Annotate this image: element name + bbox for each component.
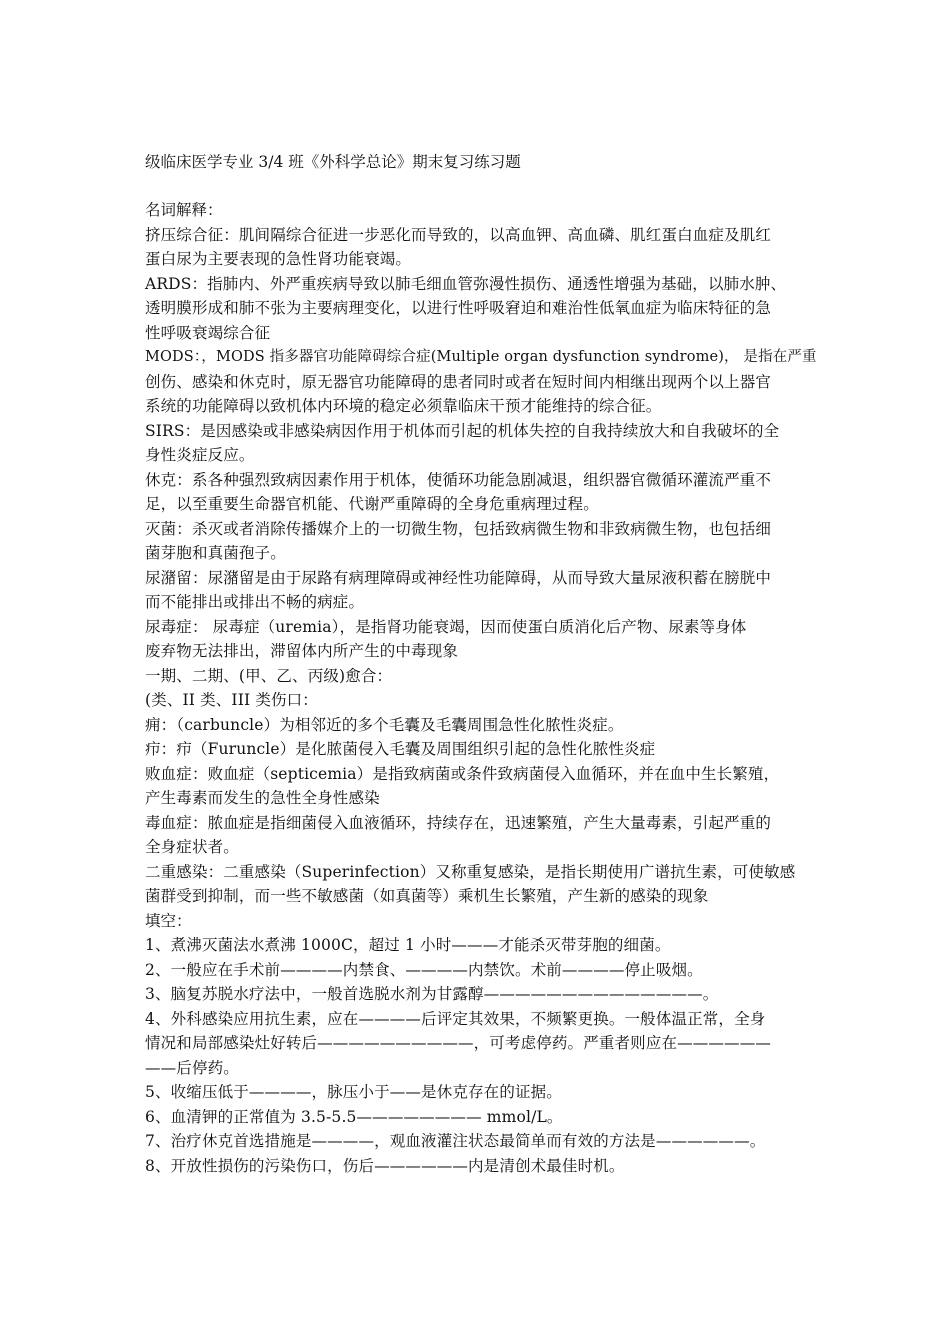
text-line: 性呼吸衰竭综合征 bbox=[145, 323, 271, 342]
text-line: 痈：（carbuncle）为相邻近的多个毛囊及毛囊周围急性化脓性炎症。 bbox=[145, 715, 624, 734]
text-line: 灭菌：杀灭或者消除传播媒介上的一切微生物，包括致病微生物和非致病微生物，也包括细 bbox=[145, 519, 772, 538]
fill-line: 1、煮沸灭菌法水煮沸 1000C，超过 1 小时———才能杀灭带芽胞的细菌。 bbox=[145, 936, 671, 954]
text-line: 尿毒症： 尿毒症（uremia），是指肾功能衰竭，因而使蛋白质消化后产物、尿素等身体 bbox=[145, 617, 747, 636]
text-line: 菌芽胞和真菌孢子。 bbox=[145, 544, 286, 562]
document-page bbox=[145, 150, 820, 1178]
text-line: MODS：，MODS 指多器官功能障碍综合症(Multiple organ dysfunction syndrome)， 是指在严重 bbox=[145, 349, 817, 365]
text-line: 休克：系各种强烈致病因素作用于机体，使循环功能急剧减退，组织器官微循环灌流严重不 bbox=[145, 470, 772, 489]
text-line: 创伤、感染和休克时，原无器官功能障碍的患者同时或者在短时间内相继出现两个以上器官 bbox=[145, 372, 772, 391]
text-line: 而不能排出或排出不畅的病症。 bbox=[145, 593, 365, 611]
text-line: 败血症：败血症（septicemia）是指致病菌或条件致病菌侵入血循环，并在血中生长繁殖， bbox=[145, 764, 780, 783]
fill-line: 情况和局部感染灶好转后——————————，可考虑停药。严重者则应在—————— bbox=[145, 1034, 772, 1052]
text-line: 蛋白尿为主要表现的急性肾功能衰竭。 bbox=[145, 250, 412, 268]
text-line: 身性炎症反应。 bbox=[145, 446, 255, 464]
text-line: 产生毒素而发生的急性全身性感染 bbox=[145, 789, 380, 807]
text-line: ARDS：指肺内、外严重疾病导致以肺毛细血管弥漫性损伤、通透性增强为基础，以肺水肿、 bbox=[145, 274, 787, 293]
fill-line: 4、外科感染应用抗生素，应在————后评定其效果，不频繁更换。一般体温正常，全身 bbox=[145, 1009, 766, 1028]
fill-line: 8、开放性损伤的污染伤口，伤后——————内是清创术最佳时机。 bbox=[145, 1156, 625, 1175]
text-line: 系统的功能障碍以致机体内环境的稳定必须靠临床干预才能维持的综合征。 bbox=[145, 397, 662, 415]
fill-line: 5、收缩压低于————，脉压小于——是休克存在的证据。 bbox=[145, 1083, 562, 1101]
text-line: 足，以至重要生命器官机能、代谢严重障碍的全身危重病理过程。 bbox=[145, 495, 599, 513]
fill-line: 2、一般应在手术前————内禁食、————内禁饮。术前————停止吸烟。 bbox=[145, 960, 703, 979]
fill-line: 6、血清钾的正常值为 3.5-5.5———————— mmol/L。 bbox=[145, 1107, 563, 1126]
section-heading-fill: 填空： bbox=[145, 911, 192, 930]
text-line: 疖：疖（Furuncle）是化脓菌侵入毛囊及周围组织引起的急性化脓性炎症 bbox=[145, 740, 656, 758]
fill-line: 7、治疗休克首选措施是————，观血液灌注状态最简单而有效的方法是——————。 bbox=[145, 1132, 766, 1150]
text-line: 透明膜形成和肺不张为主要病理变化，以进行性呼吸窘迫和难治性低氧血症为临床特征的急 bbox=[145, 299, 772, 317]
text-line: 毒血症：脓血症是指细菌侵入血液循环，持续存在，迅速繁殖，产生大量毒素，引起严重的 bbox=[145, 813, 772, 832]
text-line: 菌群受到抑制，而一些不敏感菌（如真菌等）乘机生长繁殖，产生新的感染的现象 bbox=[145, 887, 709, 905]
fill-line: ——后停药。 bbox=[145, 1058, 239, 1077]
text-line: 二重感染：二重感染（Superinfection）又称重复感染，是指长期使用广谱抗生素，可使敏感 bbox=[145, 862, 796, 881]
terms-section bbox=[145, 223, 820, 909]
text-line: SIRS：是因感染或非感染病因作用于机体而引起的机体失控的自我持续放大和自我破坏的全 bbox=[145, 421, 780, 440]
text-line: 一期、二期、(甲、乙、丙级)愈合： bbox=[145, 666, 393, 685]
text-line: 全身症状者。 bbox=[145, 838, 239, 856]
text-line: (类、II 类、III 类伤口： bbox=[145, 691, 318, 709]
text-line: 挤压综合征：肌间隔综合征进一步恶化而导致的，以高血钾、高血磷、肌红蛋白血症及肌红 bbox=[145, 225, 772, 244]
section-heading-terms: 名词解释： bbox=[145, 201, 223, 219]
fill-line: 3、脑复苏脱水疗法中，一般首选脱水剂为甘露醇——————————————。 bbox=[145, 985, 719, 1003]
document-title: 级临床医学专业 3/4 班《外科学总论》期末复习练习题 bbox=[145, 153, 521, 171]
fill-section bbox=[145, 933, 820, 1178]
text-line: 废弃物无法排出，滞留体内所产生的中毒现象 bbox=[145, 642, 459, 660]
text-line: 尿潴留：尿潴留是由于尿路有病理障碍或神经性功能障碍，从而导致大量尿液积蓄在膀胱中 bbox=[145, 568, 772, 587]
